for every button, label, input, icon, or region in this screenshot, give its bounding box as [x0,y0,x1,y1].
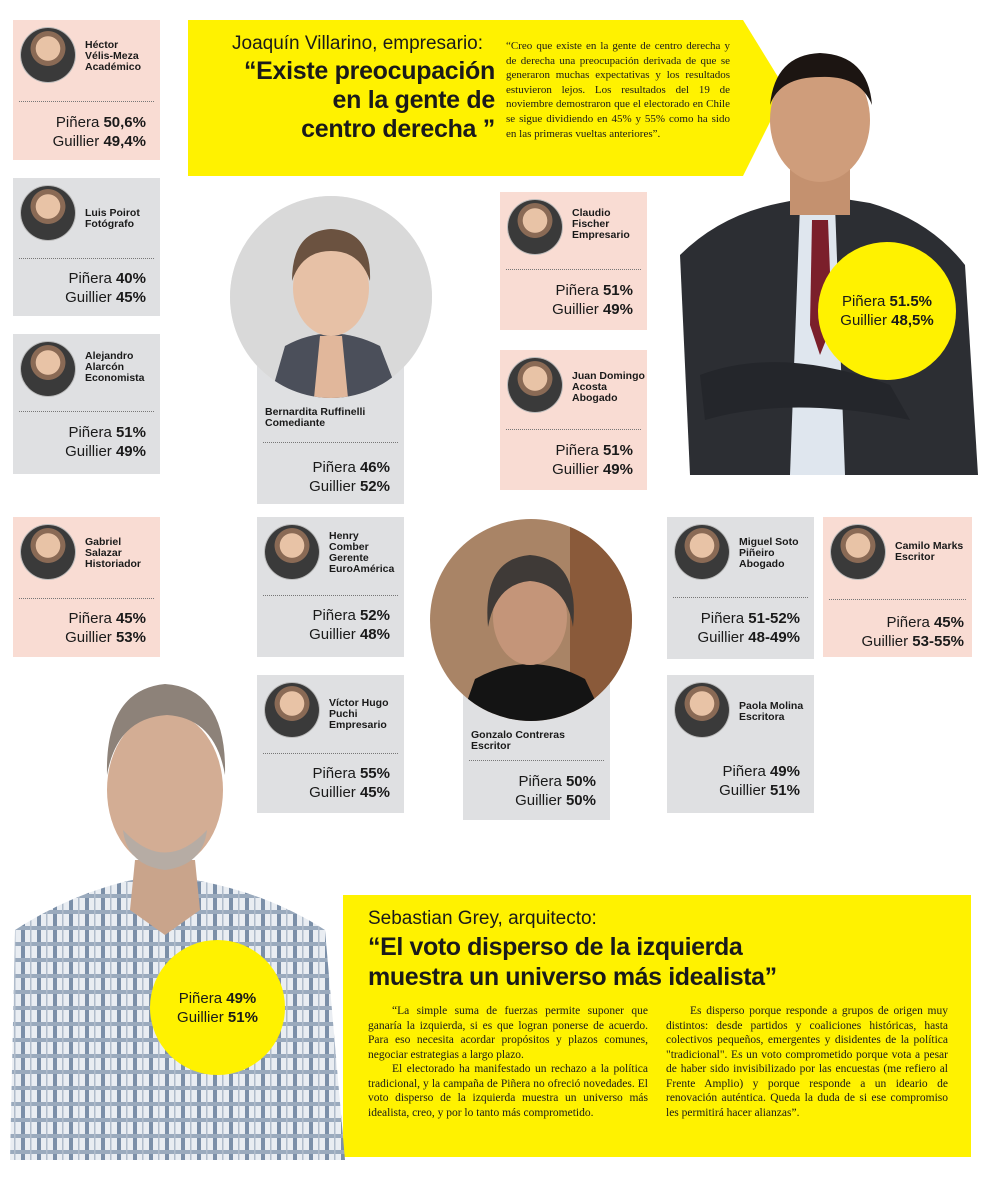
second-speaker: Sebastian Grey, arquitecto: [368,908,597,929]
card-claudio-fischer [500,192,647,330]
portrait-icon [21,342,75,396]
portrait-icon [21,28,75,82]
portrait-icon [508,358,562,412]
card-henry-comber [257,517,404,657]
gonzalo-photo [430,519,632,721]
divider [469,760,604,761]
person-name: Miguel Soto Piñeiro Abogado [739,536,799,570]
grey-vote-circle [150,940,285,1075]
vote-result: Piñera 40% Guillier 45% [65,270,146,306]
person-name: Camilo Marks Escritor [895,540,964,563]
vote-line: Guillier 51% [177,1008,258,1026]
vote-result: Piñera 52% Guillier 48% [309,607,390,643]
second-headline [368,932,777,992]
person-name: Víctor Hugo Puchi Empresario [329,697,389,731]
banner-headline [205,57,495,144]
divider [506,429,641,430]
card-luis-poirot [13,178,160,316]
vote-result: Piñera 50% Guillier 50% [515,773,596,809]
person-name: Juan Domingo Acosta Abogado [572,370,645,404]
villarino-photo [660,25,980,475]
card-camilo-marks [823,517,972,657]
vote-line: Piñera 49% [178,989,257,1007]
vote-result: Piñera 49% Guillier 51% [719,763,800,799]
vote-result: Piñera 50,6% Guillier 49,4% [52,114,146,150]
vote-line: Piñera 51.5% [841,293,933,310]
person-name: Gabriel Salazar Historiador [85,536,142,570]
banner-quote-body: “Creo que existe en la gente de centro derecha y de derecha una preocupación derivada de que se generaron muchas expectativas y los resultados estuvieron lejos. Los resultados del 19 de noviembre demostraron que el electorado en Chile se sigue dividiendo en 45% y 55% como ha sido en las primeras vueltas anteriores”. [506,40,730,140]
portrait-icon [831,525,885,579]
card-juan-domingo-acosta [500,350,647,490]
divider [19,258,154,259]
vote-result: Piñera 55% Guillier 45% [309,765,390,801]
paragraph: Es disperso porque responde a grupos de origen muy distintos: desde partidos y coaliciones históricas, hasta colectivos pequeños, emergentes y disidentes de la política "tradicional". Es un voto comprometido porque vota a pesar de haber sido invisibilizado por las encuestas (me refiero al Frente Amplio) y porque responde a un ideario de renovación auténtica. Queda la duda de si ese compromiso les permitirá hacer alianzas”. [666,1005,948,1119]
divider [19,411,154,412]
card-gabriel-salazar [13,517,160,657]
headline-line: en la gente de [332,86,495,114]
portrait-icon [675,683,729,737]
portrait-icon [21,525,75,579]
villarino-vote-circle [818,242,956,380]
card-hector-velis-meza [13,20,160,160]
second-quote-col1 [368,1004,648,1120]
portrait-icon [21,186,75,240]
portrait-icon [265,525,319,579]
person-name: Claudio Fischer Empresario [572,207,630,241]
second-quote-col2 [666,1004,948,1120]
banner-speaker: Joaquín Villarino, empresario: [232,33,484,54]
vote-line: Guillier 48,5% [840,312,934,329]
divider [829,599,966,600]
headline-line: centro derecha ” [301,115,495,143]
divider [19,101,154,102]
divider [506,269,641,270]
person-name: Alejandro Alarcón Economista [85,350,145,384]
card-miguel-soto-pineiro [667,517,814,659]
vote-result: Piñera 45% Guillier 53% [65,610,146,646]
vote-result: Piñera 51% Guillier 49% [65,424,146,460]
divider [263,442,398,443]
sebastian-grey-photo [5,670,350,1160]
paragraph: El electorado ha manifestado un rechazo a la política tradicional, y la campaña de Piñera no ofreció novedades. El voto disperso de la izquierda muestra un universo más idealista, creo, y por lo tanto más comprometido. [368,1063,648,1119]
vote-result: Piñera 45% Guillier 53-55% [861,614,964,650]
person-name: Bernardita Ruffinelli Comediante [265,406,366,429]
person-name: Henry Comber Gerente EuroAmérica [329,530,395,575]
vote-result: Piñera 51% Guillier 49% [552,442,633,478]
portrait-icon [508,200,562,254]
vote-result: Piñera 46% Guillier 52% [309,459,390,495]
bernardita-photo [230,196,432,398]
person-name: Héctor Vélis-Meza Académico [85,39,142,73]
divider [19,598,154,599]
headline-line: muestra un universo más idealista” [368,963,777,991]
person-name: Luis Poirot Fotógrafo [85,207,140,230]
headline-line: “Existe preocupación [243,57,495,85]
headline-line: “El voto disperso de la izquierda [368,933,743,961]
person-name: Gonzalo Contreras Escritor [471,729,565,752]
person-name: Paola Molina Escritora [739,700,804,723]
divider [263,595,398,596]
vote-result: Piñera 51-52% Guillier 48-49% [697,610,800,646]
vote-result: Piñera 51% Guillier 49% [552,282,633,318]
card-paola-molina [667,675,814,813]
paragraph: “La simple suma de fuerzas permite suponer que ganaría la izquierda, si es que logran ponerse de acuerdo. Para eso necesita acordar propósitos y plazos comunes, negociar estrategias a largo plazo. [368,1005,648,1061]
portrait-icon [675,525,729,579]
card-alejandro-alarcon [13,334,160,474]
divider [673,597,808,598]
